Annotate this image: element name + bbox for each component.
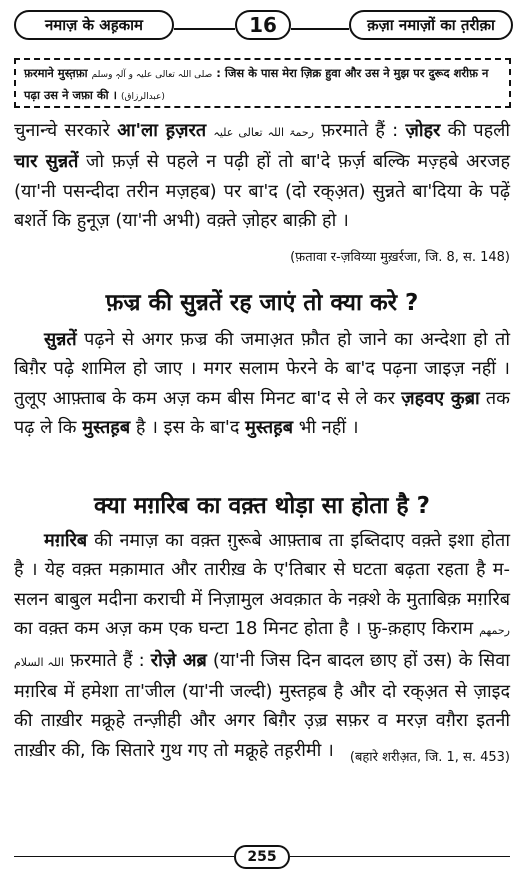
para3-roze: रोज़े अब्र bbox=[150, 649, 207, 671]
para3-citation: (बहारे शरीअ़त, जि. 1, स. 453) bbox=[349, 749, 510, 765]
hadith-salutation: صلی اللہ تعالی علیہ و آلہٖ وسلم bbox=[91, 70, 213, 80]
para2-mustahab-1: मुस्तह़ब bbox=[82, 417, 131, 439]
heading-1-wrap bbox=[14, 284, 510, 322]
header-rule-right bbox=[291, 28, 349, 30]
section-heading-fajr: फ़ज्र की सुन्नतें रह जाएं तो क्या करे ? bbox=[105, 290, 419, 316]
para1-dua: رحمۃ اللہ تعالی علیہ bbox=[213, 126, 314, 139]
para2-zahwa: ज़हवए कुब्रा bbox=[401, 387, 480, 409]
hadith-box bbox=[14, 58, 511, 108]
page-header bbox=[0, 6, 525, 46]
para1-zuhr: ज़ोहर bbox=[405, 120, 441, 141]
para1-text-2: जो फ़र्ज़ से पहले न पढ़ी हों तो बा'दे फ़र्ज़ बल्कि मज़्हबे अरजह (या'नी पसन्दीदा तरीन मज़हब) पर बा'द (दो रक्अ़त) सुन्नते बा'दिया के पढ़ें बशर्ते कि हुनूज़ (या'नी अभी) वक़्ते ज़ोहर बाक़ी हो । bbox=[14, 151, 510, 232]
para2-text-4: भी नहीं । bbox=[298, 417, 359, 439]
para2-text-3: है । इस के बा'द bbox=[135, 417, 240, 439]
para1-mid: फ़रमाते हैं : bbox=[321, 120, 399, 141]
para3-dua: رحمھم اللہ السلام bbox=[14, 624, 510, 669]
para3-text-2: फ़रमाते हैं : bbox=[70, 649, 145, 671]
para2-text-1: पढ़ने से अगर फ़ज्र की जमाअ़त फ़ौत हो जाने का अन्देशा हो तो बिग़ैर पढ़े शामिल हो जाए । मगर सलाम फेरने के बा'द पढ़ना जाइज़ नहीं । तुलूए आफ़्ताब के कम अज़ कम बीस मिनट बा'द से ले कर bbox=[14, 329, 510, 409]
footer-rule-right bbox=[290, 856, 510, 857]
para3-text-1: की नमाज़ का वक़्त ग़ुरूबे आफ़्ताब ता इब्तिदाए वक़्ते इशा होता है । येह वक़्त मक़ामात और तारीख़ के ए'तिबार से घटता बढ़ता रहता है म-सलन बाबुल मदीना कराची में निज़ामुल अवक़ात के नक़्शे के मुताबिक़ मग़रिब का वक़्त कम अज़ कम एक घन्टा 18 मिनट होता है । फ़ु-क़हाए किराम bbox=[14, 530, 510, 640]
section-heading-maghrib: क्या मग़रिब का वक़्त थोड़ा सा होता है ? bbox=[94, 493, 430, 519]
paragraph-2 bbox=[14, 325, 510, 443]
chapter-title: क़ज़ा नमाज़ों का त़रीक़ा bbox=[349, 10, 513, 40]
hadith-label: फ़रमाने मुस्त़फ़ा bbox=[24, 66, 88, 80]
footer-page-number: 255 bbox=[234, 845, 290, 869]
para2-lead: सुन्नतें bbox=[44, 329, 77, 350]
header-page-number: 16 bbox=[235, 10, 291, 40]
footer-rule-left bbox=[14, 856, 234, 857]
hadith-text: : जिस के पास मेरा ज़िक्र हुवा और उस ने मुझ पर दुरूद शरीफ़ न पढ़ा उस ने जफ़ा की । bbox=[24, 66, 489, 102]
para2-text-2: तक पढ़ ले कि bbox=[14, 387, 510, 439]
paragraph-1 bbox=[14, 116, 510, 272]
book-title: नमाज़ के अह़काम bbox=[14, 10, 174, 40]
para3-text-3: (या'नी जिस दिन बादल छाए हों उस) के सिवा मग़रिब में हमेशा ता'जील (या'नी जल्दी) मुस्तह़ब है और दो रक्अ़त से ज़ाइद की ताख़ीर मक्रूहे तन्ज़ीही और अगर बिग़ैर उ़ज़्र सफ़र व मरज़ वग़ैरा इतनी ताख़ीर की, कि सितारे गुथ गए तो मक्रूहे तह़रीमी । bbox=[14, 649, 510, 761]
para3-lead: मग़रिब bbox=[44, 530, 88, 551]
para1-name: आ'ला ह़ज़रत bbox=[117, 120, 207, 141]
para1-text-1: की पहली bbox=[447, 120, 511, 141]
header-rule-left bbox=[174, 28, 235, 30]
para1-sunnats: चार सुन्नतें bbox=[14, 151, 79, 173]
para1-intro: चुनान्चे सरकारे bbox=[14, 120, 110, 141]
hadith-source: (عبدالرزاق) bbox=[121, 92, 165, 102]
paragraph-3 bbox=[14, 526, 510, 772]
heading-2-wrap bbox=[14, 487, 510, 525]
para1-citation: (फ़तावा र-ज़विय्या मुख़र्रजा, जि. 8, स. 148) bbox=[290, 249, 510, 265]
para2-mustahab-2: मुस्तह़ब bbox=[245, 417, 293, 439]
